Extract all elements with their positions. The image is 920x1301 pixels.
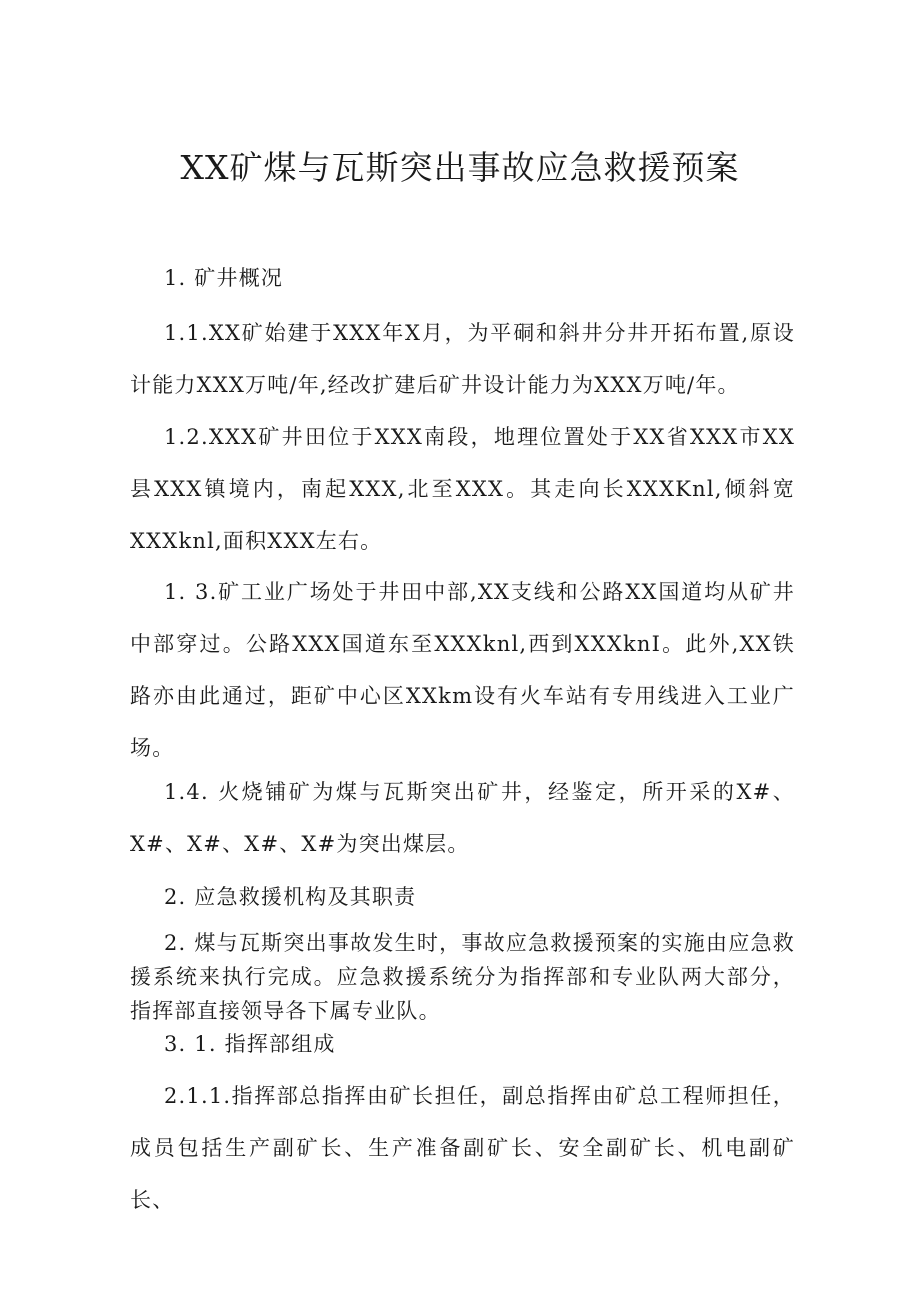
- paragraph-1-4: 1.4. 火烧铺矿为煤与瓦斯突出矿井，经鉴定，所开采的X#、X#、X#、X#、X#为突出煤层。: [130, 780, 795, 856]
- section-heading-2: 2. 应急救援机构及其职责: [164, 885, 417, 909]
- document-title: XX矿煤与瓦斯突出事故应急救援预案: [180, 148, 740, 187]
- section-heading-3: 3. 1. 指挥部组成: [164, 1032, 336, 1056]
- section-heading-1: 1. 矿井概况: [164, 266, 284, 290]
- paragraph-1-2: 1.2.XXX矿井田位于XXX南段，地理位置处于XX省XXX市XX县XXX镇境内，南起XXX,北至XXX。其走向长XXXKnl,倾斜宽XXXknl,面积XXX左右。: [130, 425, 795, 553]
- paragraph-1-3: 1. 3.矿工业广场处于井田中部,XX支线和公路XX国道均从矿井中部穿过。公路XXX国道东至XXXknl,西到XXXknI。此外,XX铁路亦由此通过，距矿中心区XXkm设有火车站有专用线进入工业广场。: [130, 580, 795, 760]
- paragraph-1-1: 1.1.XX矿始建于XXX年X月，为平硐和斜井分井开拓布置,原设计能力XXX万吨/年,经改扩建后矿井设计能力为XXX万吨/年。: [130, 321, 795, 397]
- paragraph-2: 2. 煤与瓦斯突出事故发生时，事故应急救援预案的实施由应急救援系统来执行完成。应急救援系统分为指挥部和专业队两大部分，指挥部直接领导各下属专业队。: [130, 931, 795, 1023]
- paragraph-2-1-1: 2.1.1.指挥部总指挥由矿长担任，副总指挥由矿总工程师担任，成员包括生产副矿长、生产准备副矿长、安全副矿长、机电副矿长、: [130, 1084, 795, 1212]
